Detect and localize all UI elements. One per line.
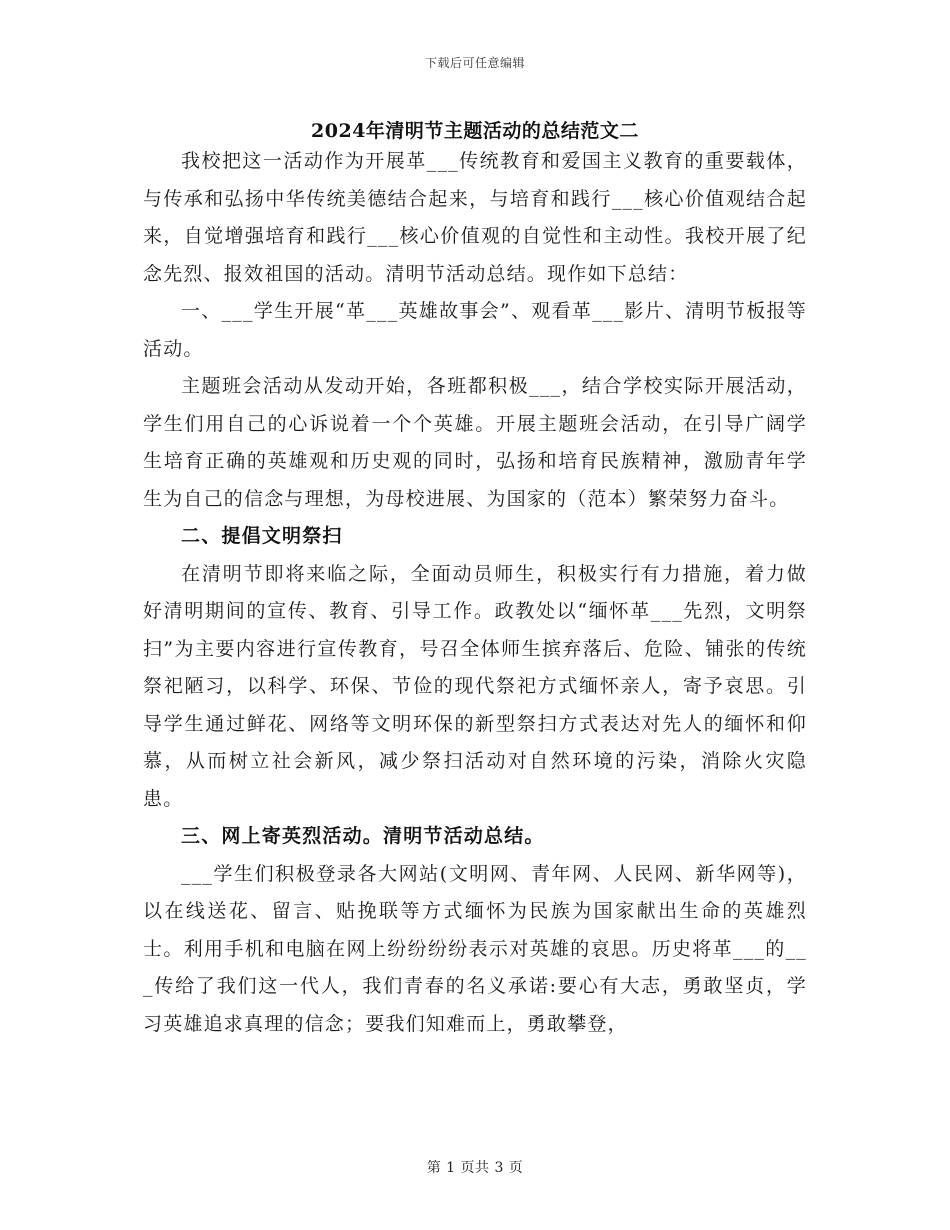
paragraph-class-meeting: 主题班会活动从发动开始，各班都积极___，结合学校实际开展活动，学生们用自己的心诉说着一个个英雄。开展主题班会活动，在引导广阔学生培育正确的英雄观和历史观的同时，弘扬和培育民族精神，激励青年学生为自己的信念与理想，为母校进展、为国家的（范本）繁荣努力奋斗。 bbox=[143, 375, 807, 510]
header-note: 下载后可任意编辑 bbox=[424, 56, 525, 70]
paragraph-intro: 我校把这一活动作为开展革___传统教育和爱国主义教育的重要载体，与传承和弘扬中华传统美德结合起来，与培育和践行___核心价值观结合起来，自觉增强培育和践行___核心价值观的自觉性和主动性。我校开展了纪念先烈、报效祖国的活动。清明节活动总结。现作如下总结： bbox=[143, 150, 807, 285]
document-title: 2024年清明节主题活动的总结范文二 bbox=[311, 120, 639, 142]
section-heading-two: 二、提倡文明祭扫 bbox=[181, 525, 343, 547]
page-footer: 第 1 页共 3 页 bbox=[426, 1160, 524, 1176]
paragraph-item-one: 一、___学生开展“革___英雄故事会”、观看革___影片、清明节板报等活动。 bbox=[143, 300, 807, 360]
document-body bbox=[143, 143, 807, 1043]
paragraph-civilized-sweeping: 在清明节即将来临之际，全面动员师生，积极实行有力措施，着力做好清明期间的宣传、教育、引导工作。政教处以“缅怀革___先烈，文明祭扫”为主要内容进行宣传教育，号召全体师生摈弃落后、危险、铺张的传统祭祀陋习，以科学、环保、节俭的现代祭祀方式缅怀亲人，寄予哀思。引导学生通过鲜花、网络等文明环保的新型祭扫方式表达对先人的缅怀和仰慕，从而树立社会新风，减少祭扫活动对自然环境的污染，消除火灾隐患。 bbox=[143, 562, 807, 810]
section-heading-three: 三、网上寄英烈活动。清明节活动总结。 bbox=[181, 825, 545, 847]
paragraph-online-tribute: ___学生们积极登录各大网站(文明网、青年网、人民网、新华网等)，以在线送花、留言、贴挽联等方式缅怀为民族为国家献出生命的英雄烈士。利用手机和电脑在网上纷纷纷纷表示对英雄的哀思。历史将革___的___传给了我们这一代人，我们青春的名义承诺:要心有大志，勇敢坚贞，学习英雄追求真理的信念；要我们知难而上，勇敢攀登， bbox=[143, 862, 807, 1035]
